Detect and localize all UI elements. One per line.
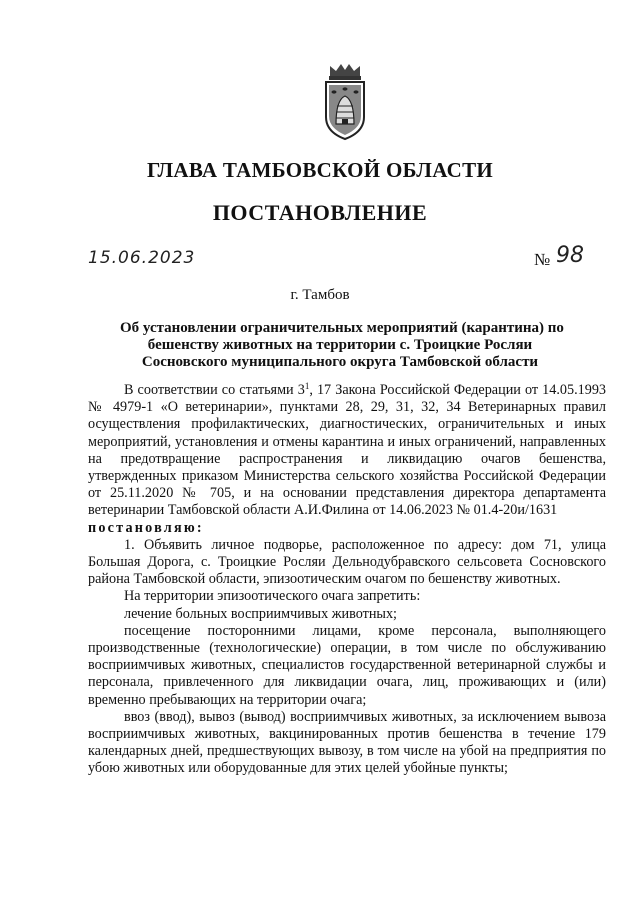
paragraph: ввоз (ввод), вывоз (вывод) восприимчивых животных, за исключением вывоза восприимчивых животных, вакцинированных против бешенства в течение 179 календарных дней, предшествующих вывозу, в том числе на убой на предприятия по убою животных или оборудованные для этих целей убойные пункты;	[88, 708, 606, 777]
document-number-label: №	[534, 250, 551, 269]
subject-line: бешенству животных на территории с. Троицкие Росляи	[147, 337, 533, 353]
decree-word: постановляю:	[88, 519, 204, 536]
paragraph-preamble: В соответствии со статьями $3^1$, 17 Закона Российской Федерации от 14.05.1993 № 4979-1 «О ветеринарии», пунктами 28, 29, 31, 32, 34 Ветеринарных правил осуществления профилактических, диагностических, ограничительных и иных мероприятий, установления и отмены карантина и иных ограничений, направленных на предотвращение распространения и ликвидацию очагов бешенства, утвержденных приказом Министерства сельского хозяйства Российской Федерации от 25.11.2020 № 705, и на основании представления директора департамента ветеринарии Тамбовской области А.И.Филина от 14.06.2023 № 01.4-20и/1631	[88, 381, 607, 519]
org-title: ГЛАВА ТАМБОВСКОЙ ОБЛАСТИ	[146, 158, 494, 182]
document-body	[88, 382, 606, 778]
subject-line: Об установлении ограничительных мероприятий (карантина) по	[120, 320, 564, 336]
document-date: 15.06.2023	[88, 248, 196, 268]
paragraph: посещение посторонними лицами, кроме персонала, выполняющего производственные (технологические) операции, в том числе по обслуживанию восприимчивых животных, специалистов государственной ветеринарной службы и персонала, привлеченного для ликвидации очага, лиц, проживающих и (или) временно пребывающих на территории очага;	[88, 622, 606, 708]
document-subject	[120, 320, 564, 371]
paragraph: лечение больных восприимчивых животных;	[124, 605, 397, 622]
document-number: 98	[556, 243, 584, 268]
coat-of-arms-icon	[320, 62, 370, 142]
subject-line: Сосновского муниципального округа Тамбовской области	[141, 354, 539, 370]
document-city: г. Тамбов	[290, 287, 350, 303]
paragraph-item-1: 1. Объявить личное подворье, расположенное по адресу: дом 71, улица Большая Дорога, с. Троицкие Росляи Дельнодубравского сельсовета Сосновского района Тамбовской области, эпизоотическим очагом по бешенству животных.	[88, 536, 606, 588]
document-type: ПОСТАНОВЛЕНИЕ	[212, 200, 428, 225]
paragraph: На территории эпизоотического очага запретить:	[124, 588, 421, 605]
